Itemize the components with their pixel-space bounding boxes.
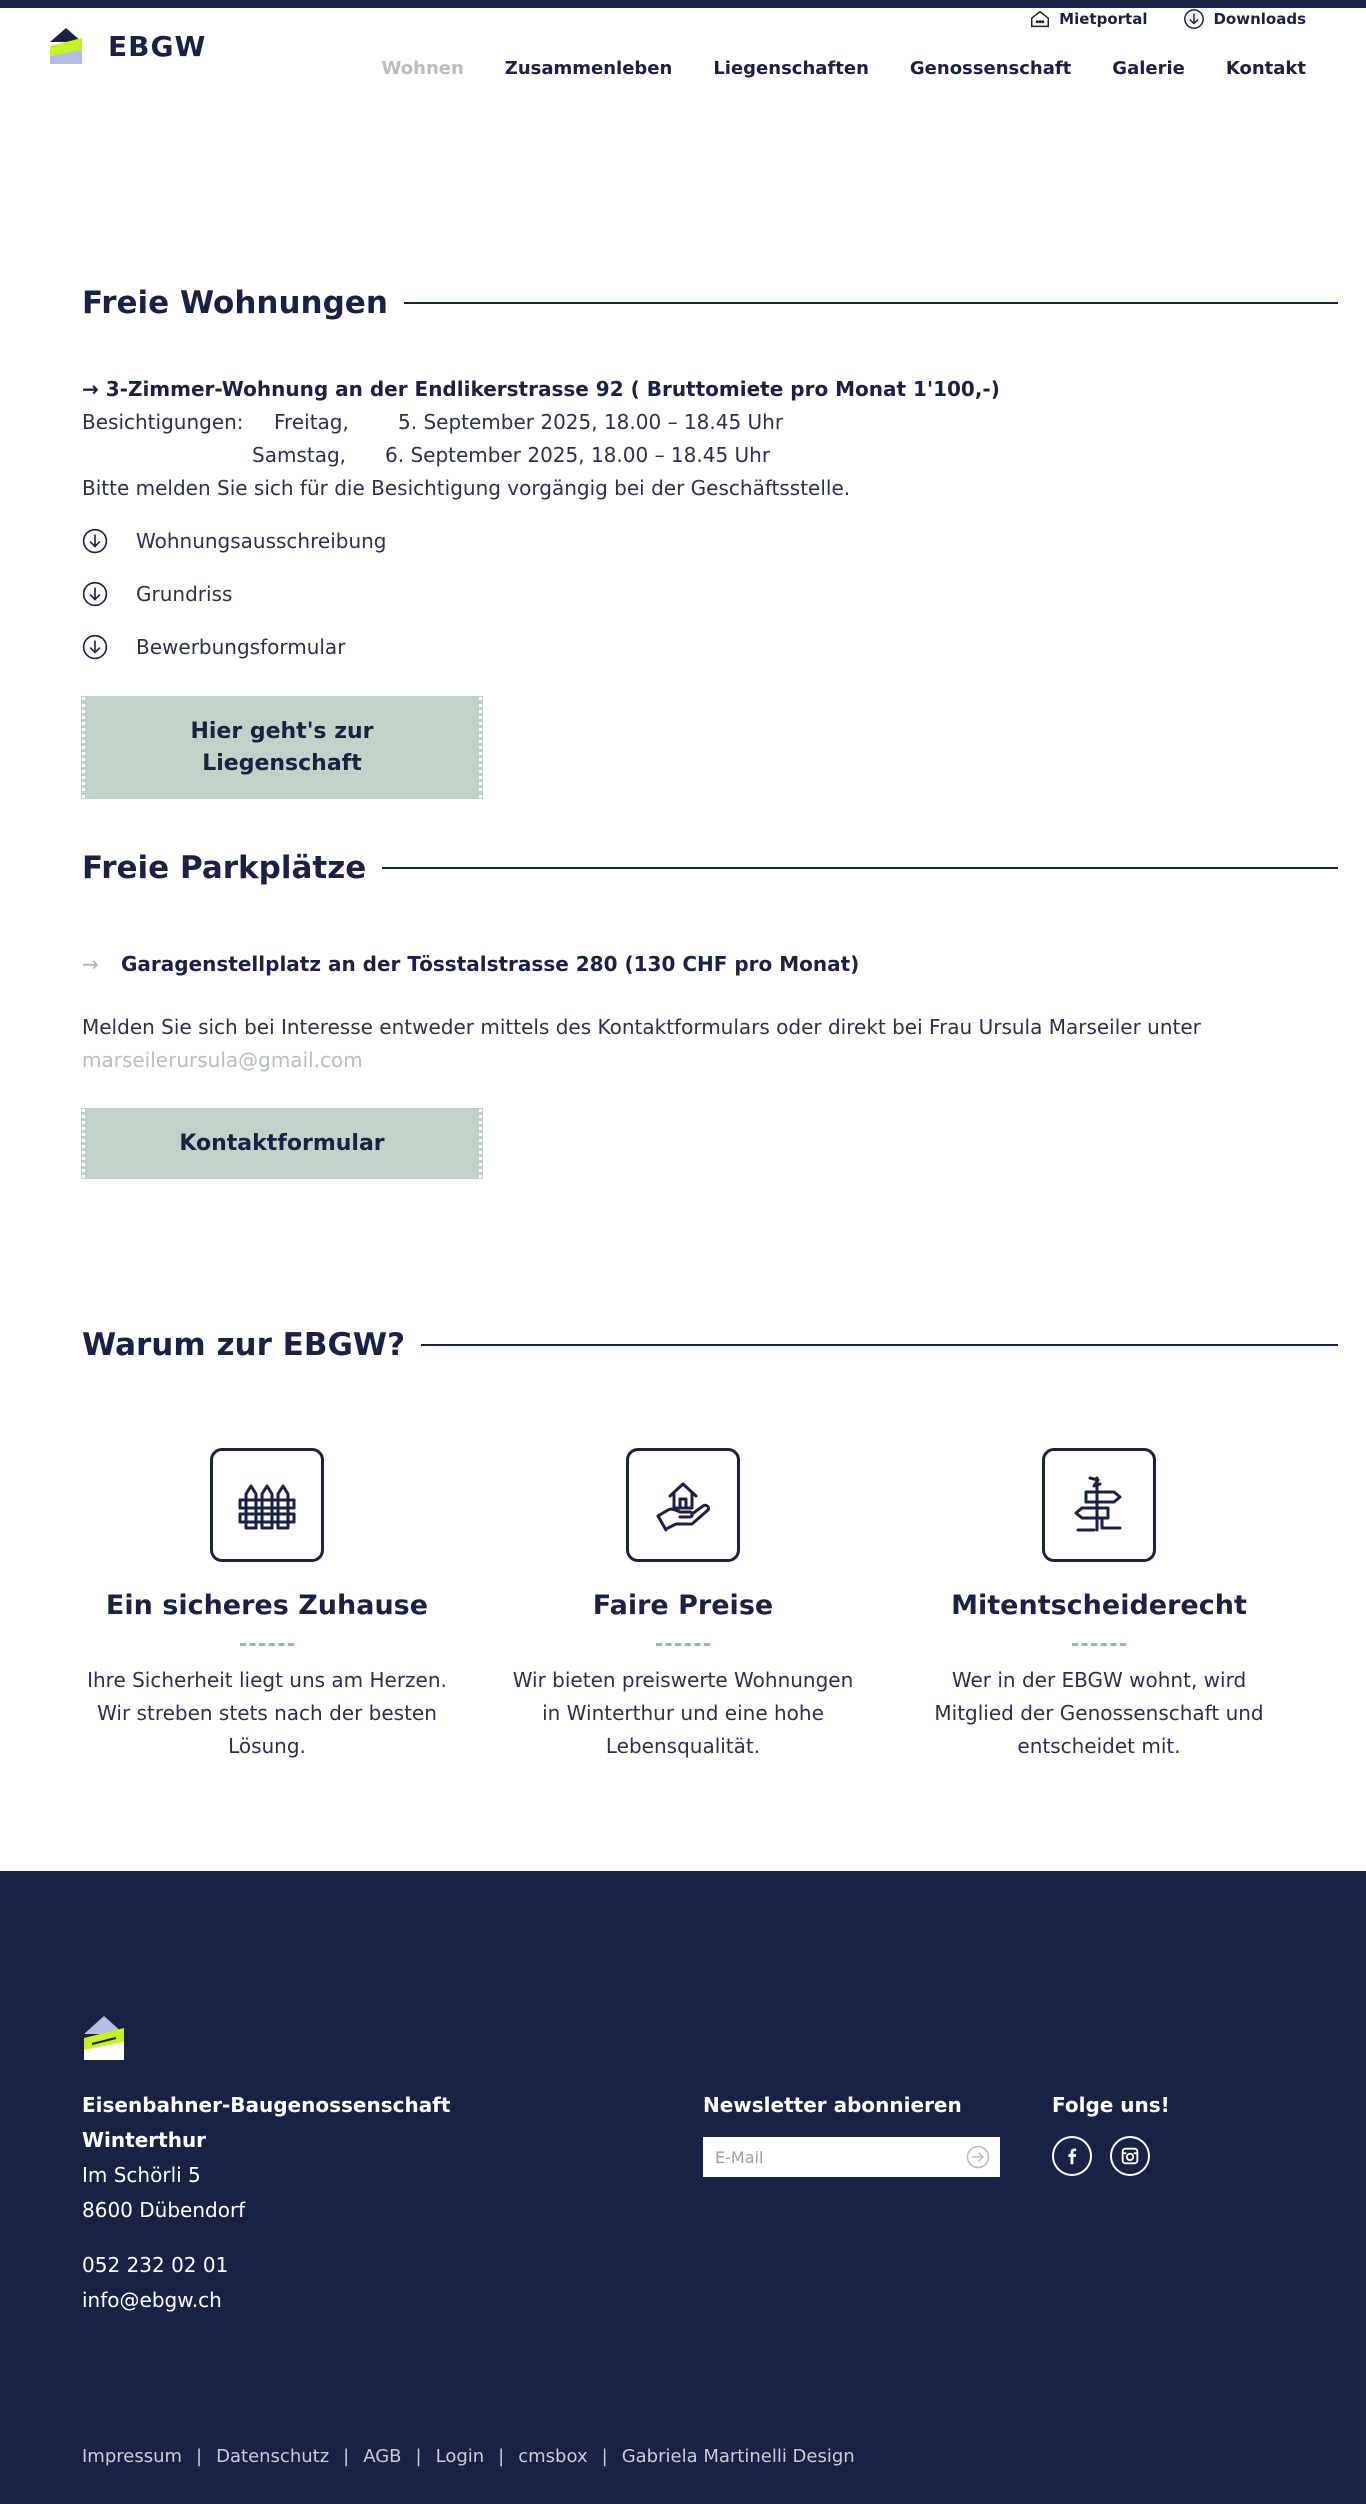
contact-form-button[interactable]: Kontaktformular: [82, 1109, 482, 1178]
property-button[interactable]: [82, 697, 482, 798]
contact-email-link[interactable]: marseilerursula@gmail.com: [82, 1048, 363, 1072]
nav-item-wohnen[interactable]: Wohnen: [381, 58, 464, 79]
button-label-line1: Hier geht's zur: [190, 718, 374, 744]
section-heading-apartments: [82, 285, 1338, 321]
logo-mark-icon: [48, 26, 86, 66]
house-in-hand-icon: [648, 1470, 718, 1540]
footer-link-datenschutz[interactable]: Datenschutz: [216, 2446, 330, 2467]
footer-links: [82, 2446, 855, 2467]
link-separator: |: [343, 2446, 350, 2467]
footer-org-name: Winterthur: [82, 2128, 207, 2152]
section-title: Freie Wohnungen: [82, 285, 388, 321]
instagram-link[interactable]: [1110, 2136, 1150, 2176]
instagram-icon: [1119, 2145, 1141, 2167]
download-wohnungsausschreibung[interactable]: [82, 528, 387, 554]
link-separator: |: [498, 2446, 505, 2467]
button-label-line2: Liegenschaft: [202, 750, 362, 776]
utility-nav: [1029, 8, 1306, 30]
feature-text-line: Mitglied der Genossenschaft und: [934, 1701, 1264, 1725]
section-heading-why: [82, 1327, 1338, 1363]
footer-link-design[interactable]: Gabriela Martinelli Design: [621, 2446, 855, 2467]
apartment-listing-title: → 3-Zimmer-Wohnung an der Endlikerstrasse 92 ( Bruttomiete pro Monat 1'100,-): [82, 377, 1000, 401]
download-icon: [82, 634, 108, 660]
social-heading: Folge uns!: [1052, 2093, 1170, 2117]
feature-title: Mitentscheiderecht: [951, 1590, 1247, 1621]
viewing-day: Freitag,: [274, 410, 349, 434]
util-link-mietportal[interactable]: [1029, 8, 1147, 30]
feature-text-line: Lebensqualität.: [605, 1734, 761, 1758]
nav-item-genossenschaft[interactable]: Genossenschaft: [909, 58, 1072, 79]
download-icon: [1183, 8, 1205, 30]
feature-text-line: Wir streben stets nach der besten: [97, 1701, 437, 1725]
feature-text: [914, 1664, 1284, 1763]
nav-item-zusammenleben[interactable]: Zusammenleben: [504, 58, 673, 79]
logo[interactable]: [48, 26, 206, 66]
feature-icon-frame: [1042, 1448, 1156, 1562]
feature-text: [82, 1664, 452, 1763]
footer-link-agb[interactable]: AGB: [363, 2446, 402, 2467]
house-icon: [1029, 8, 1051, 30]
newsletter-submit-icon[interactable]: [966, 2145, 990, 2169]
section-title: Freie Parkplätze: [82, 850, 367, 886]
section-heading-parking: [82, 850, 1338, 886]
viewing-day: Samstag,: [252, 443, 347, 467]
feature-card: [498, 1448, 868, 1763]
feature-title: Ein sicheres Zuhause: [105, 1590, 429, 1621]
heading-rule: [382, 867, 1338, 869]
download-label: Wohnungsausschreibung: [136, 529, 387, 553]
section-title: Warum zur EBGW?: [82, 1327, 406, 1363]
download-label: Bewerbungsformular: [136, 635, 346, 659]
footer-link-cmsbox[interactable]: cmsbox: [518, 2446, 588, 2467]
newsletter-email-input[interactable]: [703, 2137, 1000, 2177]
util-link-label: Mietportal: [1059, 10, 1148, 28]
main-nav: [382, 58, 1306, 79]
viewing-date: 6. September 2025, 18.00 – 18.45 Uhr: [385, 443, 771, 467]
feature-text-line: entscheidet mit.: [1017, 1734, 1181, 1758]
util-link-label: Downloads: [1213, 10, 1306, 28]
feature-text: [498, 1664, 868, 1763]
dashed-divider: [656, 1643, 710, 1646]
footer-org-name: Eisenbahner-Baugenossenschaft: [82, 2093, 451, 2117]
feature-title: Faire Preise: [592, 1590, 774, 1621]
feature-text-line: Lösung.: [228, 1734, 306, 1758]
logo-text: EBGW: [108, 29, 207, 63]
top-accent-bar: [0, 0, 1366, 8]
nav-item-galerie[interactable]: Galerie: [1112, 58, 1185, 79]
newsletter-heading: Newsletter abonnieren: [703, 2093, 962, 2117]
download-bewerbungsformular[interactable]: [82, 634, 345, 660]
arrow-right-icon: →: [82, 952, 99, 976]
download-label: Grundriss: [136, 582, 233, 606]
heading-rule: [421, 1344, 1338, 1346]
footer-email[interactable]: info@ebgw.ch: [82, 2288, 222, 2312]
signpost-icon: [1064, 1470, 1134, 1540]
site-header: [0, 8, 1366, 118]
parking-contact-text: Melden Sie sich bei Interesse entweder mittels des Kontaktformulars oder direkt bei Frau Ursula Marseiler unter: [82, 1015, 1201, 1039]
feature-text-line: Wir bieten preiswerte Wohnungen: [512, 1668, 854, 1692]
fence-icon: [232, 1470, 302, 1540]
feature-card: [82, 1448, 452, 1763]
footer-phone[interactable]: 052 232 02 01: [82, 2253, 229, 2277]
facebook-link[interactable]: [1052, 2136, 1092, 2176]
viewing-date: 5. September 2025, 18.00 – 18.45 Uhr: [398, 410, 784, 434]
download-icon: [82, 528, 108, 554]
viewing-note: Bitte melden Sie sich für die Besichtigung vorgängig bei der Geschäftsstelle.: [82, 476, 851, 500]
download-grundriss[interactable]: [82, 581, 232, 607]
feature-icon-frame: [626, 1448, 740, 1562]
download-icon: [82, 581, 108, 607]
footer-link-impressum[interactable]: Impressum: [82, 2446, 183, 2467]
viewing-label: Besichtigungen:: [82, 410, 244, 434]
nav-item-liegenschaften[interactable]: Liegenschaften: [713, 58, 869, 79]
heading-rule: [404, 302, 1338, 304]
feature-text-line: in Winterthur und eine hohe: [542, 1701, 824, 1725]
dashed-divider: [1072, 1643, 1126, 1646]
feature-icon-frame: [210, 1448, 324, 1562]
feature-text-line: Wer in der EBGW wohnt, wird: [951, 1668, 1247, 1692]
footer-logo-icon[interactable]: [82, 2014, 128, 2062]
footer-street: Im Schörli 5: [82, 2163, 201, 2187]
dashed-divider: [240, 1643, 294, 1646]
feature-text-line: Ihre Sicherheit liegt uns am Herzen.: [87, 1668, 447, 1692]
nav-item-kontakt[interactable]: Kontakt: [1225, 58, 1306, 79]
footer-link-login[interactable]: Login: [435, 2446, 485, 2467]
link-separator: |: [601, 2446, 608, 2467]
site-footer: [0, 1871, 1366, 2504]
link-separator: |: [196, 2446, 203, 2467]
feature-card: [914, 1448, 1284, 1763]
parking-listing-title: Garagenstellplatz an der Tösstalstrasse 280 (130 CHF pro Monat): [121, 952, 860, 976]
footer-city: 8600 Dübendorf: [82, 2198, 246, 2222]
facebook-icon: [1061, 2145, 1083, 2167]
link-separator: |: [415, 2446, 422, 2467]
util-link-downloads[interactable]: [1183, 8, 1306, 30]
